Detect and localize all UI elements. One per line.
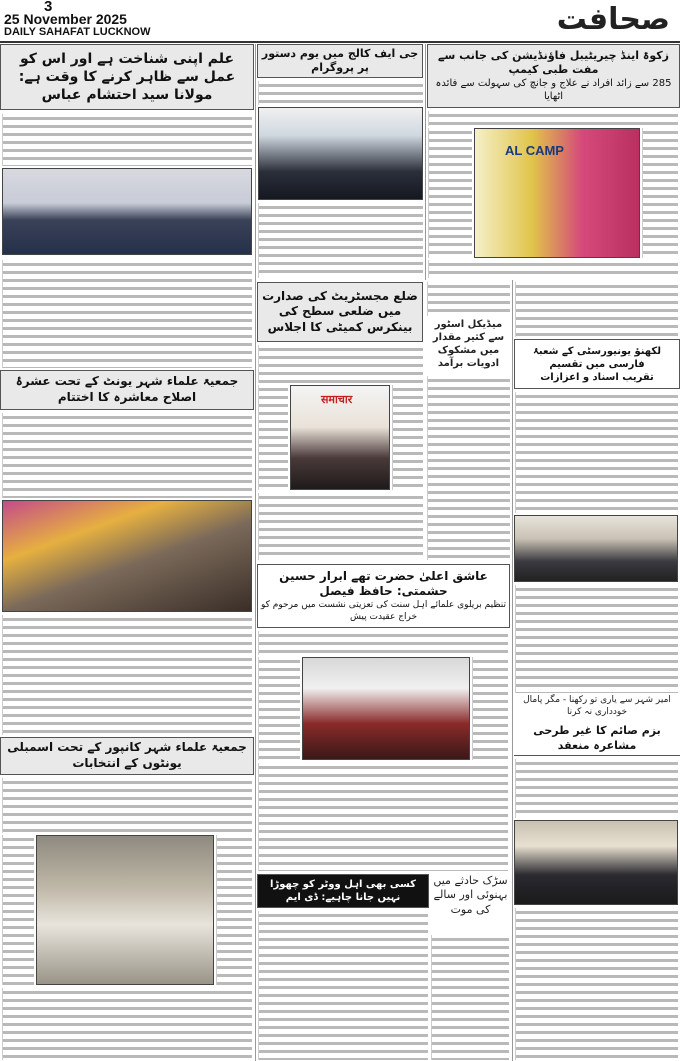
- article-body: [427, 282, 510, 316]
- photo-certificates: [514, 515, 678, 582]
- photo-meeting: [36, 835, 214, 985]
- camp-banner-text: AL CAMP: [505, 143, 564, 158]
- article-body: [2, 413, 252, 498]
- article-body: [642, 128, 678, 258]
- article-body: [258, 911, 428, 1060]
- article-body: [2, 615, 252, 735]
- article-body: [258, 345, 423, 383]
- article-body: [515, 282, 678, 337]
- article-body: [258, 631, 508, 655]
- headline-jamiat-unit: جمعیۃ علماء شہر یونٹ کے تحت عشرۂ اصلاح معاشرہ کا اختتام: [0, 370, 254, 410]
- article-body: [2, 835, 34, 985]
- column-divider: [425, 44, 426, 280]
- univ-headline-box: [514, 339, 680, 389]
- headline-kanpur: جمعیۃ علماء شہر کانپور کے تحت اسمبلی یونٹوں کے انتخابات: [0, 737, 254, 775]
- header-rule: [0, 41, 680, 43]
- article-body: [216, 835, 252, 985]
- photo-hall: [302, 657, 470, 760]
- article-body: [428, 128, 472, 258]
- article-body: [2, 778, 252, 833]
- article-body: [515, 908, 678, 1060]
- column-divider: [255, 44, 256, 1061]
- article-body: [392, 385, 423, 490]
- masthead-left: [4, 0, 204, 39]
- paper-name: DAILY SAHAFAT LUCKNOW: [4, 26, 151, 38]
- photo-mushaira: [514, 820, 678, 905]
- photo-magistrate: [290, 385, 390, 490]
- article-body: [258, 763, 508, 871]
- kicker-amir-shahar: امیر شہر سے یاری تو رکھنا - مگر پامال خودداری نہ کرنا: [514, 695, 680, 721]
- article-body: [428, 111, 678, 126]
- headline-ashiq: عاشق اعلیٰ حضرت تھے ابرار حسین حشمتی: حافظ فیصل: [279, 568, 488, 599]
- article-body: [2, 988, 252, 1060]
- article-body: [258, 385, 288, 490]
- headline-jf-college: جی ایف کالج میں یوم دستور پر پروگرام: [257, 44, 423, 78]
- headline-zakat: زکوۃ اینڈ چیریٹیبل فاؤنڈیشن کی جانب سے مفت طبی کیمپ: [438, 48, 669, 76]
- newspaper-logo: صحافت: [556, 2, 670, 37]
- photo-gathering: [2, 500, 252, 612]
- page-number: 3: [44, 0, 53, 15]
- issue-date: 25 November 2025: [4, 11, 127, 27]
- headline-ilm: علم اپنی شناخت ہے اور اس کو عمل سے ظاہر کرنے کا وقت ہے: مولانا سید احتشام عباس: [0, 44, 254, 110]
- headline-lucknow-univ: لکھنؤ یونیورسٹی کے شعبۂ فارسی میں تقسیم: [533, 345, 661, 370]
- article-body: [258, 657, 300, 760]
- headline-voter: کسی بھی اہل ووٹر کو چھوڑا نہیں جانا چاہیے: ڈی ایم: [257, 874, 429, 908]
- subheadline-ashiq: تنظیم بریلوی علمائے اہل سنت کی تعزیتی نشست میں مرحوم کو خراج عقیدت پیش: [261, 599, 506, 622]
- article-body: [428, 260, 678, 278]
- article-body: [2, 260, 252, 368]
- article-body: [431, 935, 509, 1060]
- headline-accident: سڑک حادثے میں بہنوئی اور سالے کی موت: [431, 874, 510, 932]
- article-body: [2, 114, 252, 166]
- article-body: [515, 392, 678, 513]
- photo-speakers: [2, 168, 252, 255]
- article-body: [515, 759, 678, 818]
- magistrate-banner-text: समाचार: [321, 393, 353, 406]
- headline-bazm-saim: بزم صائم کا غیر طرحی مشاعرہ منعقد: [514, 722, 680, 756]
- ashiq-headline-box: [257, 564, 510, 628]
- article-body: [258, 493, 423, 560]
- article-body: [258, 203, 423, 278]
- zakat-headline-box: [427, 44, 680, 108]
- article-body: [472, 657, 508, 760]
- article-body: [258, 81, 423, 105]
- article-body: [515, 585, 678, 693]
- headline-medical-store: میڈیکل اسٹور سے کثیر مقدار میں مشکوک ادویات برآمد: [427, 318, 510, 374]
- photo-college: [258, 107, 423, 200]
- subheadline-zakat: 285 سے زائد افراد نے علاج و جانچ کی سہولت سے فائدہ اٹھایا: [435, 78, 672, 103]
- subheadline-lucknow-univ: تقریب اسناد و اعزازات: [540, 371, 654, 383]
- headline-magistrate: ضلع مجسٹریٹ کی صدارت میں ضلعی سطح کی بینکرس کمیٹی کا اجلاس: [257, 282, 423, 342]
- article-body: [427, 376, 510, 560]
- photo-medical-camp: [474, 128, 640, 258]
- column-divider: [512, 280, 513, 1061]
